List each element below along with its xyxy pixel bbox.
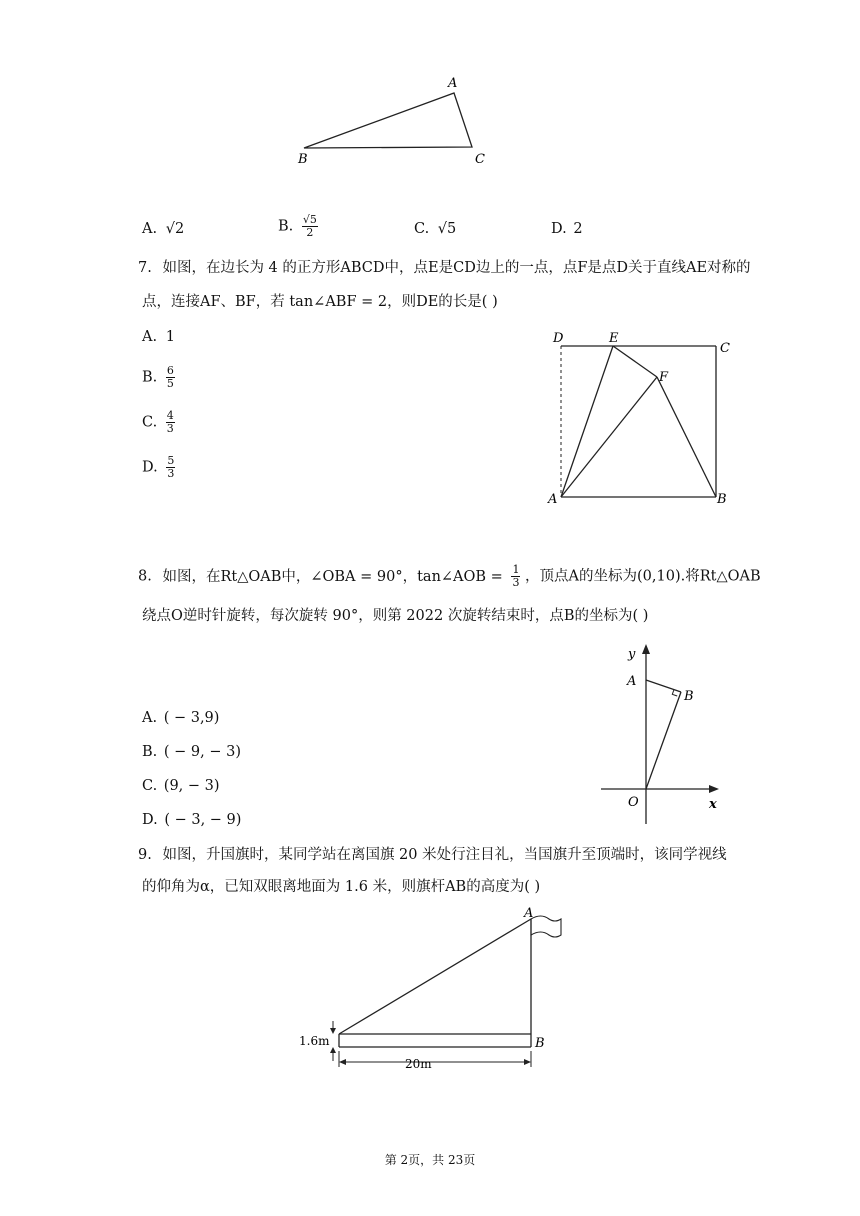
q7-option-c-num: 4 [166, 409, 174, 422]
q6-option-b-letter: B. [278, 218, 294, 235]
q6-option-c[interactable] [414, 219, 456, 239]
q8-stem-line2: 绕点O逆时针旋转，每次旋转 90°，则第 2022 次旋转结束时，点B的坐标为( ) [142, 608, 649, 624]
q6-triangle-figure [290, 70, 510, 170]
q8-option-a[interactable] [142, 708, 219, 728]
q6-triangle [304, 93, 472, 148]
q6-option-b-num: √5 [302, 213, 317, 226]
q6-option-d-content: 2 [573, 221, 583, 237]
q9-sight-line [339, 919, 531, 1034]
q9-label-b: B [535, 1036, 545, 1051]
q7-option-d[interactable] [142, 455, 175, 480]
q7-stem-line1 [138, 258, 751, 278]
q8-frac-num: 1 [512, 563, 520, 576]
q6-label-c: C [475, 152, 485, 167]
q8-coordinate-figure [595, 640, 735, 830]
q8-option-c[interactable] [142, 776, 220, 796]
q7-option-b[interactable] [142, 365, 175, 390]
q7-label-f: F [659, 370, 669, 385]
q6-label-b: B [298, 152, 308, 167]
q7-option-b-den: 5 [166, 377, 174, 390]
q6-option-b[interactable] [278, 214, 318, 239]
q9-label-a: A [524, 906, 534, 921]
q7-label-d: D [553, 331, 564, 346]
q9-height-arrowhead-bottom [330, 1047, 336, 1053]
q8-fraction [511, 564, 520, 589]
q9-number: 9. [138, 847, 152, 863]
q8-x-axis-arrow [709, 785, 719, 793]
q6-option-b-fraction [302, 214, 318, 239]
q8-line1-post: ，顶点A的坐标为(0,10).将Rt△OAB [525, 568, 761, 585]
q8-option-c-content: (9, − 3) [163, 778, 220, 794]
q7-option-d-den: 3 [167, 467, 175, 480]
q7-option-d-fraction [166, 455, 175, 480]
q9-stem-line1 [138, 845, 727, 865]
q9-line1-text: 如图，升国旗时，某同学站在离国旗 20 米处行注目礼，当国旗升至顶端时，该同学视线 [162, 847, 727, 863]
q8-stem-line1 [138, 564, 761, 589]
q7-square-figure [540, 325, 740, 515]
q7-stem-line2: 点，连接AF、BF，若 tan∠ABF = 2，则DE的长是( ) [142, 294, 498, 310]
q8-frac-den: 3 [512, 576, 520, 589]
q9-flag [531, 916, 561, 937]
q7-option-a-letter: A. [142, 329, 158, 345]
q8-option-b-content: ( − 9, − 3) [163, 744, 241, 760]
q8-line1-pre: 如图，在Rt△OAB中，∠OBA = 90°，tan∠AOB = [162, 568, 503, 585]
q7-option-d-num: 5 [167, 454, 175, 467]
q8-option-d[interactable] [142, 810, 241, 830]
q8-segment-ab [646, 680, 681, 692]
q9-label-height: 1.6m [299, 1034, 330, 1048]
q8-option-a-letter: A. [142, 710, 158, 726]
q7-option-a-content: 1 [165, 329, 175, 345]
q8-y-axis-arrow [642, 644, 650, 654]
q8-label-y: y [628, 647, 636, 662]
q7-number: 7. [138, 260, 152, 276]
q6-option-a[interactable] [142, 219, 184, 239]
q8-option-b-letter: B. [142, 744, 158, 760]
q7-option-c[interactable] [142, 410, 175, 435]
q9-height-arrowhead-top [330, 1028, 336, 1034]
q7-label-e: E [609, 331, 619, 346]
q7-segment-ef [613, 346, 657, 377]
q8-segment-ob [646, 692, 681, 789]
q7-option-b-num: 6 [166, 364, 174, 377]
q7-option-c-fraction [166, 410, 175, 435]
q7-option-b-letter: B. [142, 369, 158, 386]
q7-label-a: A [548, 492, 558, 507]
q6-option-d[interactable] [551, 219, 583, 239]
q8-label-a: A [627, 674, 637, 689]
q8-option-b[interactable] [142, 742, 241, 762]
q8-option-d-content: ( − 3, − 9) [164, 812, 242, 828]
q7-option-c-den: 3 [166, 422, 174, 435]
q7-segment-af [561, 377, 657, 497]
q8-number: 8. [138, 568, 152, 585]
q8-option-c-letter: C. [142, 778, 158, 794]
q9-flagpole-figure [295, 905, 575, 1080]
q9-distance-arrowhead-left [339, 1059, 346, 1065]
q6-label-a: A [448, 76, 458, 91]
q6-option-a-letter: A. [142, 221, 158, 237]
q7-option-d-letter: D. [142, 459, 158, 476]
q6-option-a-content: √2 [165, 221, 185, 237]
q7-option-b-fraction [166, 365, 175, 390]
q8-option-d-letter: D. [142, 812, 158, 828]
q9-distance-arrowhead-right [524, 1059, 531, 1065]
q7-label-b: B [717, 492, 727, 507]
q7-line1-text: 如图，在边长为 4 的正方形ABCD中，点E是CD边上的一点，点F是点D关于直线AE对称的 [162, 260, 751, 276]
q7-segment-ae [561, 346, 613, 497]
q7-option-a[interactable] [142, 327, 175, 347]
q6-option-b-den: 2 [306, 226, 314, 239]
page-footer: 第 2页，共 23页 [384, 1153, 476, 1167]
q6-option-c-letter: C. [414, 221, 430, 237]
q7-option-c-letter: C. [142, 414, 158, 431]
q7-segment-fb [657, 377, 716, 497]
q6-option-c-content: √5 [437, 221, 457, 237]
q7-label-c: C [720, 341, 730, 356]
q8-label-o: O [628, 795, 639, 810]
q9-stem-line2: 的仰角为α，已知双眼离地面为 1.6 米，则旗杆AB的高度为( ) [142, 879, 541, 895]
q8-option-a-content: ( − 3,9) [163, 710, 220, 726]
q8-label-b: B [684, 689, 694, 704]
q9-label-distance: 20m [405, 1057, 432, 1071]
q8-label-x: x [709, 797, 717, 812]
q6-option-d-letter: D. [551, 221, 567, 237]
